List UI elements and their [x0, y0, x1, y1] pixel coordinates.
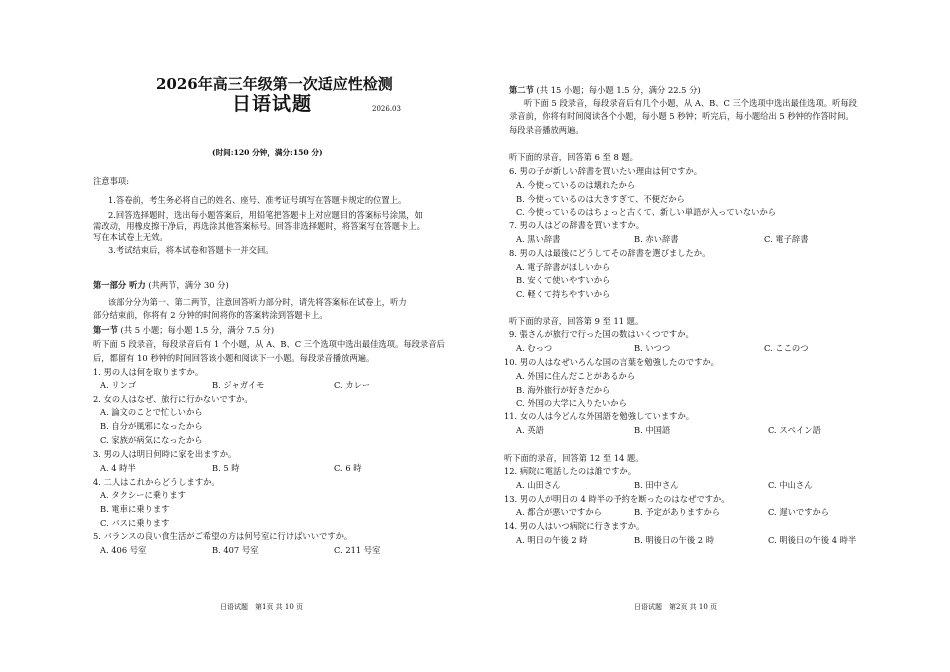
question-6: 6. 男の子が新しい辞書を買いたい理由は何ですか。 — [509, 166, 703, 176]
q6-option-a: A. 今使っているのは壊れたから — [516, 180, 636, 190]
question-3: 3. 男の人は明日何時に家を出ますか。 — [93, 449, 237, 459]
section2-title: 第二节 — [509, 85, 534, 95]
section2-desc-line: 录音前，你将有时间阅读各个小题，每小题 5 秒钟；听完后，每小题给出 5 秒钟的作答时间。 — [509, 111, 854, 121]
section2-heading — [509, 86, 701, 94]
q13-option-b: B. 予定がありますから — [634, 507, 721, 517]
question-2: 2. 女の人はなぜ、旅行に行かないですか。 — [93, 394, 253, 404]
q6-option-b: B. 今使っているのは大きすぎて、不便だから — [516, 194, 685, 204]
part1-heading — [93, 281, 229, 289]
q14-option-c: C. 明後日の午後 4 時半 — [768, 535, 857, 545]
part1-desc-line: 部分结束前，你将有 2 分钟的时间将你的答案转涂到答题卡上。 — [93, 310, 328, 320]
q11-option-c: C. スペイン語 — [768, 425, 821, 435]
question-13: 13. 男の人が明日の 4 時半の予約を断ったのはなぜですか。 — [504, 494, 730, 504]
part1-desc-line: 该部分分为第一、第二两节，注意回答听力部分时，请先将答案标在试卷上，听力 — [108, 297, 407, 307]
q7-option-c: C. 電子辞書 — [764, 234, 809, 244]
q4-option-c: C. バスに乗ります — [100, 518, 170, 528]
q4-option-a: A. タクシーに乗ります — [100, 490, 186, 500]
q13-option-c: C. 遅いですから — [768, 507, 830, 517]
q5-option-c: C. 211 号室 — [334, 545, 381, 555]
q7-option-a: A. 黒い辞書 — [516, 234, 561, 244]
q11-option-a: A. 英語 — [516, 425, 544, 435]
q2-option-c: C. 家族が病気になったから — [100, 435, 203, 445]
q12-option-a: A. 山田さん — [516, 480, 561, 490]
notice-line: 需改动，用橡皮擦干净后，再选涂其他答案标号。回答非选择题时，将答案写在答题卡上。 — [93, 221, 425, 231]
question-14: 14. 男の人はいつ病院に行きますか。 — [504, 521, 645, 531]
group-instruction: 听下面的录音，回答第 12 至 14 题。 — [504, 453, 644, 463]
group-instruction: 听下面的录音，回答第 6 至 8 题。 — [509, 152, 638, 162]
exam-date: 2026.03 — [372, 105, 401, 113]
q3-option-c: C. 6 時 — [334, 463, 362, 473]
section1-desc-line: 听下面 5 段录音，每段录音后有 1 个小题，从 A、B、C 三个选项中选出最佳选项。每段录音后 — [93, 339, 445, 349]
q10-option-c: C. 外国の大学に入りたいから — [516, 398, 627, 408]
q12-option-c: C. 中山さん — [768, 480, 813, 490]
q8-option-a: A. 電子辞書がほしいから — [516, 262, 611, 272]
question-5: 5. バランスの良い食生活がご希望の方は何号室に行けばいいですか。 — [93, 531, 353, 541]
question-1: 1. 男の人は何を取りますか。 — [93, 367, 204, 377]
q13-option-a: A. 都合が悪いですから — [516, 507, 602, 517]
q8-option-c: C. 軽くて持ちやすいから — [516, 289, 611, 299]
q9-option-b: B. いつつ — [634, 343, 671, 353]
q8-option-b: B. 安くて使いやすいから — [516, 275, 611, 285]
notice-line: 1.答卷前，考生务必将自己的姓名、座号、准考证号填写在答题卡规定的位置上。 — [108, 195, 407, 205]
question-10: 10. 男の人はなぜいろんな国の言葉を勉強したのですか。 — [504, 357, 719, 367]
q6-option-c: C. 今使っているのはちょっと古くて、新しい単語が入っていないから — [516, 207, 777, 217]
q5-option-a: A. 406 号室 — [100, 545, 147, 555]
notice-line: 2.回答选择题时，选出每小题答案后，用铅笔把答题卡上对应题目的答案标号涂黑，如 — [108, 210, 423, 220]
part1-title: 第一部分 听力 — [93, 280, 146, 290]
q14-option-b: B. 明後日の午後 2 時 — [634, 535, 715, 545]
q12-option-b: B. 田中さん — [634, 480, 679, 490]
question-12: 12. 病院に電話したのは誰ですか。 — [504, 466, 636, 476]
q1-option-a: A. リンゴ — [100, 380, 137, 390]
q4-option-b: B. 電車に乗ります — [100, 504, 170, 514]
page-footer-left: 日语试题 第1页 共 10 页 — [220, 603, 304, 611]
question-4: 4. 二人はこれからどうしますか。 — [93, 477, 220, 487]
section1-title: 第一节 — [93, 325, 118, 335]
q3-option-b: B. 5 時 — [212, 463, 240, 473]
q7-option-b: B. 赤い辞書 — [634, 234, 679, 244]
section2-desc-line: 每段录音播放两遍。 — [509, 125, 584, 135]
section2-info: (共 15 小题；每小题 1.5 分，满分 22.5 分) — [536, 85, 701, 95]
q11-option-b: B. 中国語 — [634, 425, 671, 435]
q14-option-a: A. 明日の午後 2 時 — [516, 535, 588, 545]
q2-option-b: B. 自分が風邪になったから — [100, 421, 203, 431]
q1-option-c: C. カレー — [334, 380, 371, 390]
notice-line: 3.考试结束后，将本试卷和答题卡一并交回。 — [108, 245, 274, 255]
exam-title: 2026年高三年级第一次适应性检测 — [156, 75, 393, 93]
exam-time-info: (时间:120 分钟，满分:150 分) — [212, 148, 323, 157]
question-7: 7. 男の人はどの辞書を買いますか。 — [509, 220, 645, 230]
page-footer-right: 日语试题 第2页 共 10 页 — [634, 603, 718, 611]
question-11: 11. 女の人は今どんな外国語を勉強していますか。 — [504, 411, 695, 421]
section1-info: (共 5 小题；每小题 1.5 分，满分 7.5 分) — [120, 325, 275, 335]
section1-heading — [93, 326, 274, 334]
part1-info: (共两节，满分 30 分) — [148, 280, 229, 290]
q1-option-b: B. ジャガイモ — [212, 380, 265, 390]
q10-option-a: A. 外国に住んだことがあるから — [516, 371, 636, 381]
q9-option-c: C. ここのつ — [764, 343, 809, 353]
q10-option-b: B. 海外旅行が好きだから — [516, 385, 611, 395]
notice-heading: 注意事项: — [93, 176, 129, 186]
group-instruction: 听下面的录音，回答第 9 至 11 题。 — [509, 316, 644, 326]
q2-option-a: A. 論文のことで忙しいから — [100, 407, 203, 417]
q9-option-a: A. むっつ — [516, 343, 553, 353]
q3-option-a: A. 4 時半 — [100, 463, 136, 473]
section2-desc-line: 听下面 5 段录音，每段录音后有几个小题，从 A、B、C 三个选项中选出最佳选项。听每段 — [524, 98, 857, 108]
notice-line: 写在本试卷上无效。 — [93, 232, 168, 242]
question-8: 8. 男の人は最後にどうしてその辞書を選びましたか。 — [509, 248, 711, 258]
section1-desc-line: 后，都留有 10 秒钟的时间回答该小题和阅读下一小题。每段录音播放两遍。 — [93, 353, 375, 363]
q5-option-b: B. 407 号室 — [212, 545, 259, 555]
question-9: 9. 張さんが旅行で行った国の数はいくつですか。 — [509, 329, 694, 339]
exam-subtitle: 日语试题 — [232, 93, 313, 115]
